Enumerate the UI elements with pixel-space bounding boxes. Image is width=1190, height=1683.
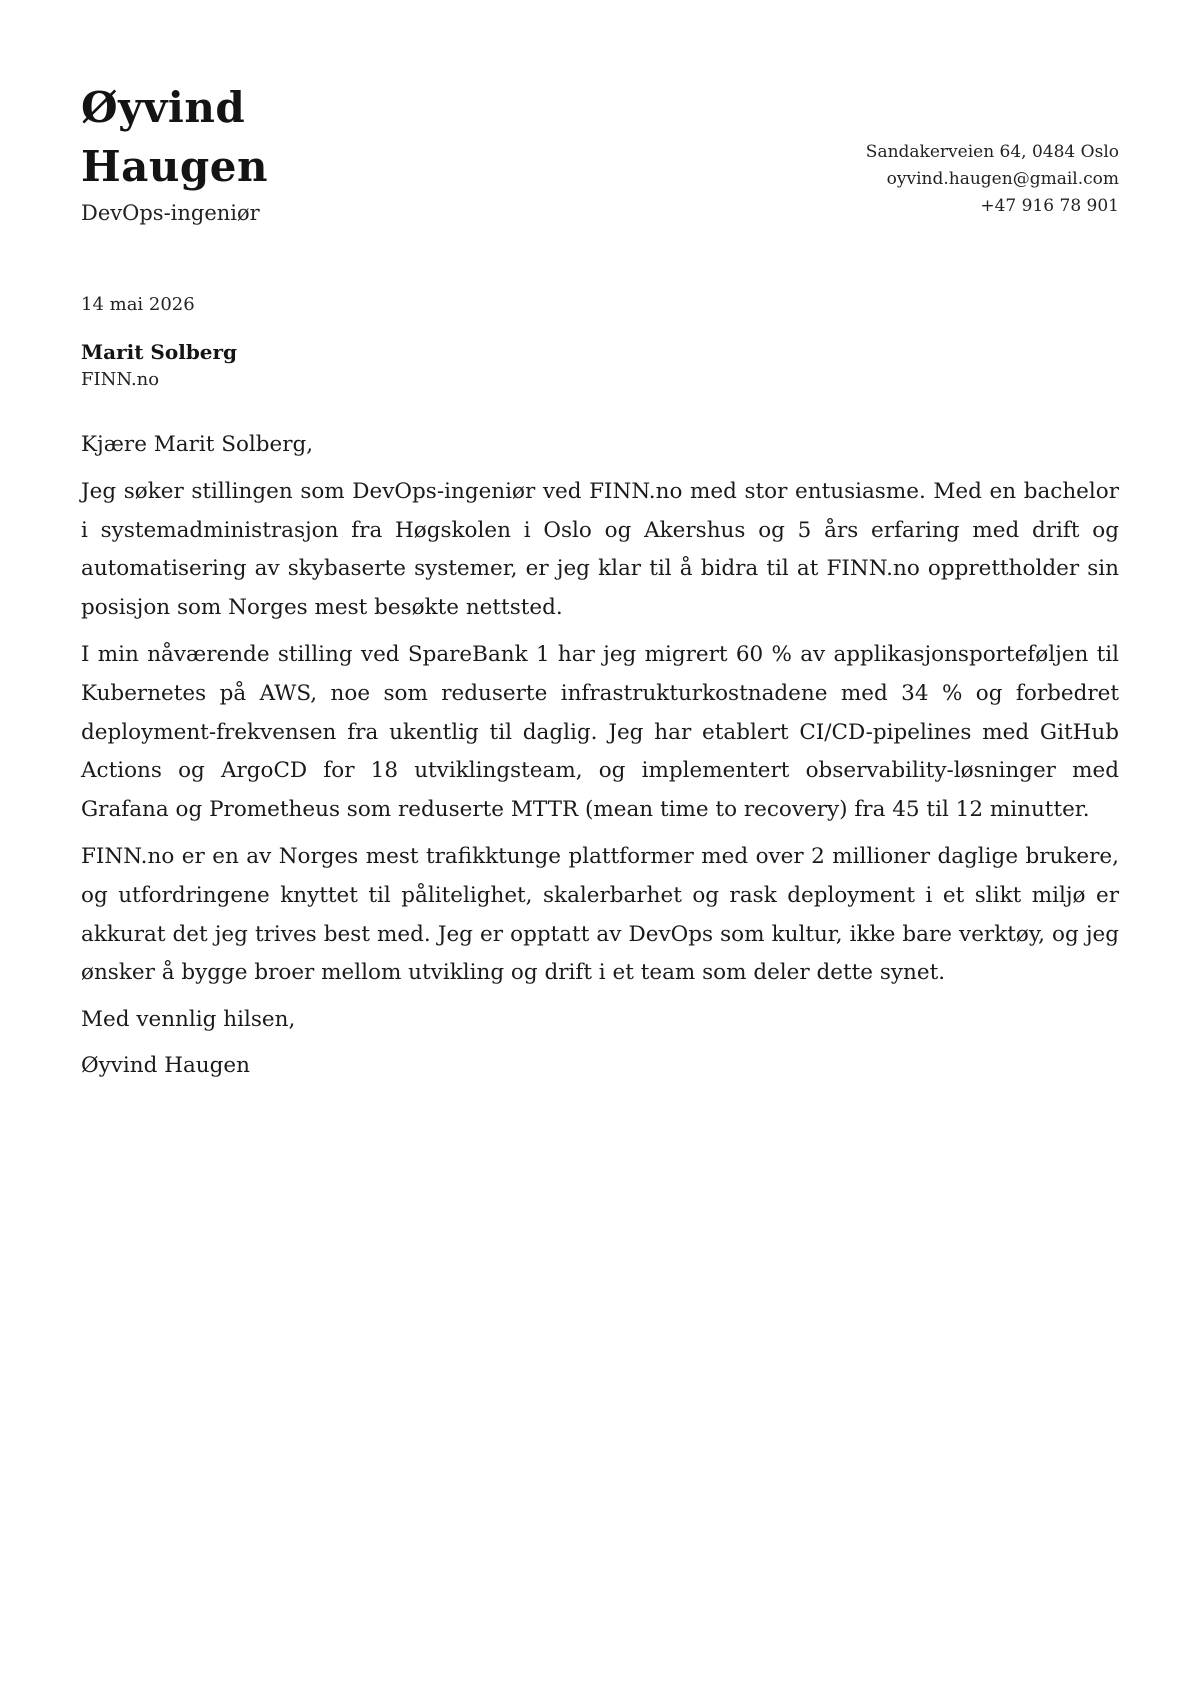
signature: Øyvind Haugen	[81, 1052, 250, 1078]
body-paragraph: FINN.no er en av Norges mest trafikktunge plattformer med over 2 millioner daglige brukere, og utfordringene knyttet til pålitelighet, skalerbarhet og rask deployment i et slikt miljø er akkurat det jeg trives best med. Jeg er opptatt av DevOps som kultur, ikke bare verktøy, og jeg ønsker å bygge broer mellom utvikling og drift i et team som deler dette synet.	[81, 844, 1119, 986]
cover-letter	[81, 78, 1119, 1085]
sender-title: DevOps-ingeniør	[81, 201, 260, 225]
salutation: Kjære Marit Solberg,	[81, 432, 314, 457]
body-paragraph: Jeg søker stillingen som DevOps-ingeniør ved FINN.no med stor entusiasme. Med en bachelor i systemadministrasjon fra Høgskolen i Oslo og Akershus og 5 års erfaring med drift og automatisering av skybaserte systemer, er jeg klar til å bidra til at FINN.no opprettholder sin posisjon som Norges mest besøkte nettsted.	[81, 479, 1119, 620]
contact-block	[866, 139, 1119, 228]
sender-block	[81, 78, 341, 228]
sender-name-line1: Øyvind	[81, 83, 246, 132]
sender-email: oyvind.haugen@gmail.com	[886, 169, 1119, 189]
sender-name	[81, 78, 341, 196]
letter-header	[81, 78, 1119, 228]
letter-date: 14 mai 2026	[81, 294, 195, 315]
body-paragraph: I min nåværende stilling ved SpareBank 1 har jeg migrert 60 % av applikasjonsporteføljen til Kubernetes på AWS, noe som reduserte infrastrukturkostnadene med 34 % og forbedret deployment-frekvensen fra ukentlig til daglig. Jeg har etablert CI/CD-pipelines med GitHub Actions og ArgoCD for 18 utviklingsteam, og implementert observability-løsninger med Grafana og Prometheus som reduserte MTTR (mean time to recovery) fra 45 til 12 minutter.	[81, 642, 1119, 822]
sender-address: Sandakerveien 64, 0484 Oslo	[865, 142, 1119, 162]
closing: Med vennlig hilsen,	[81, 1006, 296, 1032]
recipient-name: Marit Solberg	[81, 340, 238, 364]
sender-phone: +47 916 78 901	[980, 196, 1119, 216]
sender-name-line2: Haugen	[81, 142, 269, 191]
recipient-company: FINN.no	[81, 369, 160, 390]
